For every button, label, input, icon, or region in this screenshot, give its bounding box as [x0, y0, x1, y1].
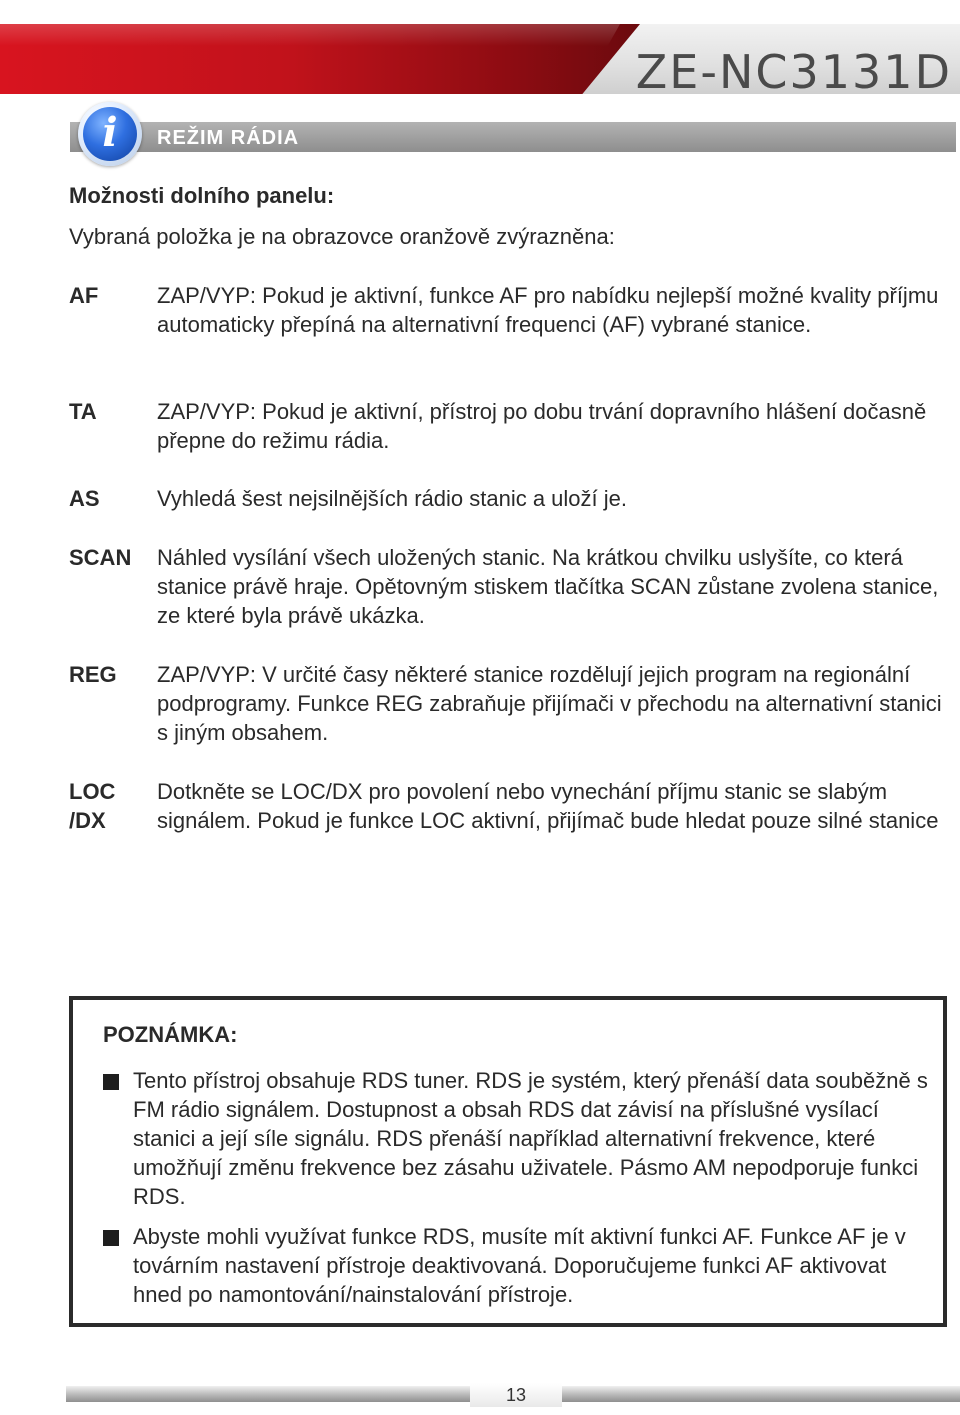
option-description: Dotkněte se LOC/DX pro povolení nebo vynechání příjmu stanic se slabým signálem. Pokud je funkce LOC aktivní, přijímač bude hledat pouze silné stanice	[157, 779, 939, 833]
bullet-square-icon	[103, 1230, 119, 1246]
option-label: REG	[69, 662, 117, 687]
option-label: TA	[69, 399, 97, 424]
option-description: ZAP/VYP: Pokud je aktivní, přístroj po dobu trvání dopravního hlášení dočasně přepne do režimu rádia.	[157, 399, 927, 453]
model-title: ZE-NC3131D	[635, 45, 952, 99]
note-bullet-text: Abyste mohli využívat funkce RDS, musíte mít aktivní funkci AF. Funkce AF je v továrním nastavení přístroje deaktivovaná. Doporučujeme funkci AF aktivovat hned po namontování/nainstalování přístroje.	[133, 1224, 906, 1307]
option-description: ZAP/VYP: Pokud je aktivní, funkce AF pro nabídku nejlepší možné kvality příjmu automaticky přepíná na alternativní frequenci (AF) vybrané stanice.	[157, 283, 939, 337]
note-bullet-text: Tento přístroj obsahuje RDS tuner. RDS je systém, který přenáší data souběžně s FM rádio signálem. Dostupnost a obsah RDS dat závisí na příslušné vysílací stanici a její síle signálu. RDS přenáší například alternativní frekvence, které umožňují změnu frekvence bez zásahu uživatele. Pásmo AM nepodporuje funkci RDS.	[133, 1068, 928, 1209]
option-description: ZAP/VYP: V určité časy některé stanice rozdělují jejich program na regionální podprogramy. Funkce REG zabraňuje přijímači v přechodu na alternativní stanici s jiným obsahem.	[157, 662, 942, 745]
header-red-shine	[0, 24, 620, 46]
option-label: AS	[69, 486, 100, 511]
section-title: REŽIM RÁDIA	[157, 127, 300, 149]
option-label: LOC /DX	[69, 779, 116, 833]
option-description: Vyhledá šest nejsilnějších rádio stanic a uloží je.	[157, 486, 627, 511]
option-label: AF	[69, 283, 99, 308]
note-box	[69, 996, 947, 1327]
intro-text: Vybraná položka je na obrazovce oranžově zvýrazněna:	[69, 224, 615, 249]
page-heading: Možnosti dolního panelu:	[69, 183, 335, 208]
page-number: 13	[505, 1385, 527, 1405]
info-icon: i	[78, 102, 142, 166]
note-title: POZNÁMKA:	[103, 1022, 238, 1047]
bullet-square-icon	[103, 1074, 119, 1090]
option-description: Náhled vysílání všech uložených stanic. Na krátkou chvilku uslyšíte, co která stanice právě hraje. Opětovným stiskem tlačítka SCAN zůstane zvolena stanice, ze které byla právě ukázka.	[157, 545, 939, 628]
option-label: SCAN	[69, 545, 132, 570]
